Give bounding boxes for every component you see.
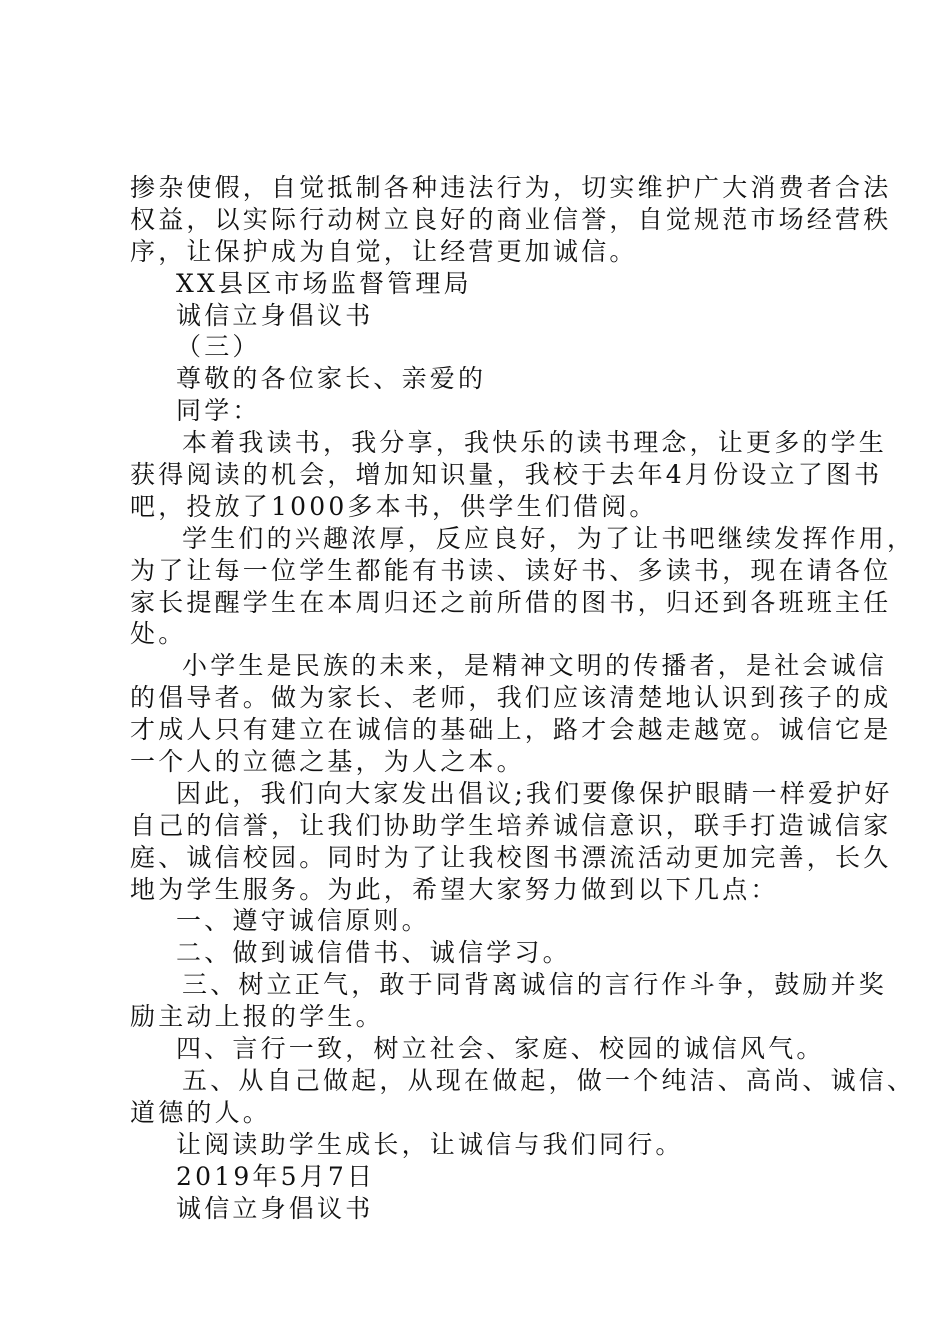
list-item: 三、树立正气，敢于同背离诚信的言行作斗争，鼓励并奖 [182, 970, 888, 1000]
paragraph-start: 学生们的兴趣浓厚，反应良好，为了让书吧继续发挥作用， [182, 523, 916, 553]
salutation-continued: 同学： [176, 396, 261, 426]
document-body [130, 172, 916, 1224]
section-title: 诚信立身倡议书 [176, 1193, 374, 1223]
salutation: 尊敬的各位家长、亲爱的 [176, 364, 487, 394]
date-line: 2019年5月7日 [176, 1161, 376, 1191]
closing-line: 让阅读助学生成长，让诚信与我们同行。 [176, 1129, 684, 1159]
list-item: 四、言行一致，树立社会、家庭、校园的诚信风气。 [176, 1034, 825, 1064]
text-line: 自己的信誉，让我们协助学生培养诚信意识，联手打造诚信家 [130, 810, 892, 840]
list-item: 二、做到诚信借书、诚信学习。 [176, 938, 571, 968]
text-line: 庭、诚信校园。同时为了让我校图书漂流活动更加完善，长久 [130, 842, 892, 872]
text-line: 权益，以实际行动树立良好的商业信誉，自觉规范市场经营秩 [130, 204, 892, 234]
text-line: 家长提醒学生在本周归还之前所借的图书，归还到各班班主任 [130, 587, 892, 617]
text-line: 一个人的立德之基，为人之本。 [130, 747, 525, 777]
text-line: 掺杂使假，自觉抵制各种违法行为，切实维护广大消费者合法 [130, 173, 892, 202]
text-line: 序，让保护成为自觉，让经营更加诚信。 [130, 236, 638, 266]
text-line: 吧，投放了1000多本书，供学生们借阅。 [130, 491, 658, 521]
text-line: 为了让每一位学生都能有书读、读好书、多读书，现在请各位 [130, 555, 892, 585]
text-line: 获得阅读的机会，增加知识量，我校于去年4月份设立了图书 [130, 460, 883, 490]
paragraph-start: 因此，我们向大家发出倡议;我们要像保护眼睛一样爱护好 [176, 778, 893, 808]
list-item: 五、从自己做起，从现在做起，做一个纯洁、高尚、诚信、 [182, 1065, 916, 1095]
text-line: 的倡导者。做为家长、老师，我们应该清楚地认识到孩子的成 [130, 683, 892, 713]
text-line: 才成人只有建立在诚信的基础上，路才会越走越宽。诚信它是 [130, 715, 892, 745]
text-line: 地为学生服务。为此，希望大家努力做到以下几点： [130, 874, 779, 904]
list-item: 一、遵守诚信原则。 [176, 906, 430, 936]
text-line: 励主动上报的学生。 [130, 1002, 384, 1032]
organization-signature: XX县区市场监督管理局 [176, 268, 472, 298]
section-number: （三） [176, 332, 261, 362]
section-title: 诚信立身倡议书 [176, 300, 374, 330]
paragraph-start: 本着我读书，我分享，我快乐的读书理念，让更多的学生 [182, 428, 888, 458]
text-line: 道德的人。 [130, 1097, 272, 1127]
text-line: 处。 [130, 619, 187, 649]
paragraph-start: 小学生是民族的未来，是精神文明的传播者，是社会诚信 [182, 651, 888, 681]
